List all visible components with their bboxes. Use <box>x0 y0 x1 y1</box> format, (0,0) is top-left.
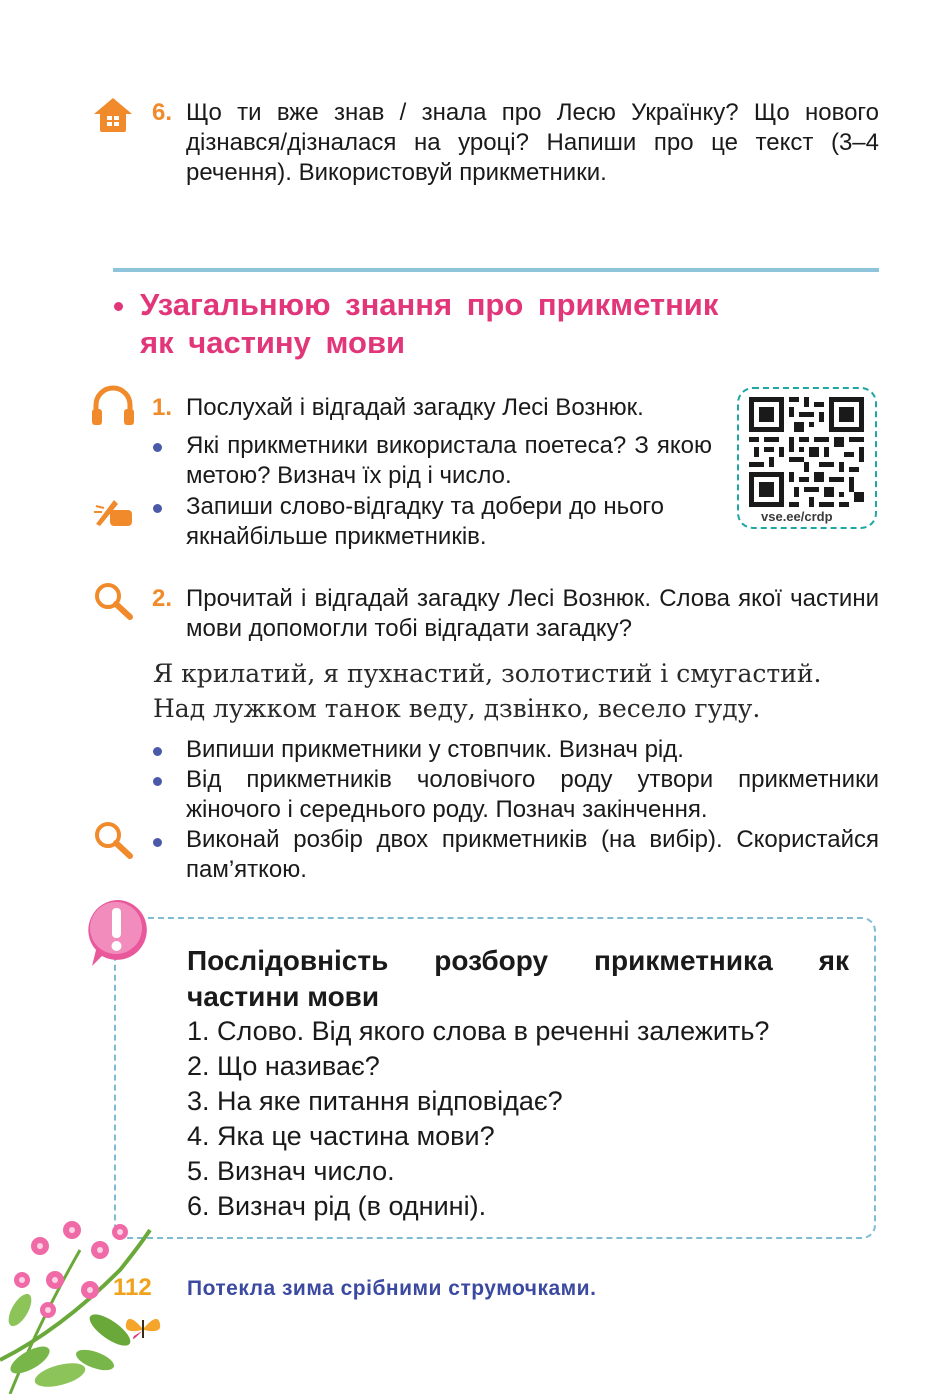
writing-hand-icon <box>92 490 136 528</box>
rule-step: 5. Визнач число. <box>187 1156 395 1186</box>
flower-branch-illustration <box>0 1210 170 1394</box>
rule-step: 6. Визнач рід (в однині). <box>187 1191 487 1221</box>
task-2-bullet-2: Від прикметників чоловічого роду утвори прикметники жіночого і середнього роду. Познач закінчення. <box>186 766 879 823</box>
task-1-bullet-2: Запиши слово-відгадку та добери до нього якнайбільше прикметників. <box>186 493 664 550</box>
rule-step: 4. Яка це частина мови? <box>187 1121 495 1151</box>
task-6-text: Що ти вже знав / знала про Лесю Українку? Що нового дізнався/дізналася на уроці? Напиши про це текст (3–4 речення). Використовуй прикметники. <box>186 99 879 186</box>
rule-step: 1. Слово. Від якого слова в реченні залежить? <box>187 1016 770 1046</box>
task-1-text: Послухай і відгадай загадку Лесі Вознюк. <box>186 394 644 421</box>
qr-code-icon[interactable] <box>749 397 864 507</box>
rule-steps <box>187 1014 769 1224</box>
headphones-icon <box>90 383 136 427</box>
butterfly-icon <box>122 1312 164 1346</box>
bullet-dot <box>153 747 162 756</box>
section-heading-line1: Узагальнюю знання про прикметник <box>140 287 719 322</box>
riddle-line-1: Я крилатий, я пухнастий, золотистий і смугастий. <box>153 659 822 688</box>
qr-code-link[interactable]: vse.ee/crdp <box>761 509 833 524</box>
task-2-text: Прочитай і відгадай загадку Лесі Вознюк. Слова якої частини мови допомогли тобі відгадати загадку? <box>186 585 879 642</box>
magnifier-icon <box>92 581 134 621</box>
bullet-dot <box>153 443 162 452</box>
task-1-bullet-1: Які прикметники використала поетеса? З якою метою? Визнач їх рід і число. <box>186 432 712 489</box>
heading-bullet <box>114 302 123 311</box>
rule-step: 3. На яке питання відповідає? <box>187 1086 563 1116</box>
home-icon <box>92 96 134 134</box>
bullet-dot <box>153 838 162 847</box>
rule-title: Послідовність розбору прикметника як частини мови <box>187 945 849 1012</box>
bullet-dot <box>153 504 162 513</box>
section-heading-line2: як частину мови <box>140 325 406 360</box>
footer-title: Потекла зима срібними струмочками. <box>187 1277 597 1300</box>
task-2-bullet-1: Випиши прикметники у стовпчик. Визнач рід. <box>186 736 684 763</box>
riddle-line-2: Над лужком танок веду, дзвінко, весело гуду. <box>153 694 761 723</box>
exclamation-icon <box>82 896 156 968</box>
section-heading <box>140 286 840 362</box>
task-2-number: 2. <box>152 585 173 612</box>
bullet-dot <box>153 777 162 786</box>
rule-step: 2. Що називає? <box>187 1051 380 1081</box>
task-6-number: 6. <box>152 99 173 126</box>
task-1-number: 1. <box>152 394 173 421</box>
riddle-poem <box>153 656 883 726</box>
magnifier-icon <box>92 820 134 860</box>
page-number: 112 <box>113 1274 152 1301</box>
section-divider <box>113 268 879 272</box>
task-2-bullet-3: Виконай розбір двох прикметників (на вибір). Скористайся пам’яткою. <box>186 826 879 883</box>
